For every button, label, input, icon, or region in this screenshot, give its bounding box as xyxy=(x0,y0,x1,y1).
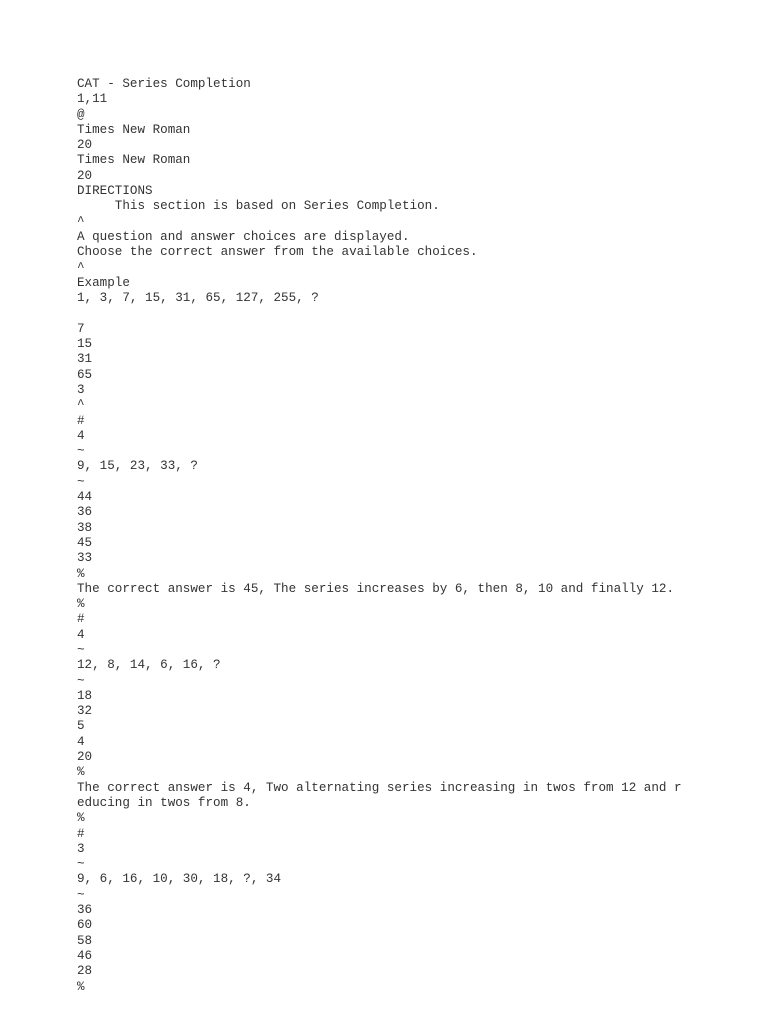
text-line: Times New Roman xyxy=(77,122,191,137)
text-line: 44 xyxy=(77,490,93,505)
text-line: @ xyxy=(77,107,85,122)
text-line: ^ xyxy=(77,214,85,229)
text-line: % xyxy=(77,811,85,826)
text-line: CAT - Series Completion xyxy=(77,77,251,91)
text-line: This section is based on Series Completion. xyxy=(77,199,440,214)
text-line: 7 xyxy=(77,321,85,336)
text-line: 36 xyxy=(77,505,93,520)
text-line: 45 xyxy=(77,535,93,550)
text-line: Times New Roman xyxy=(77,153,191,168)
text-line: educing in twos from 8. xyxy=(77,795,251,810)
text-line: 60 xyxy=(77,918,93,933)
text-line: 33 xyxy=(77,551,93,566)
text-line: 9, 6, 16, 10, 30, 18, ?, 34 xyxy=(77,872,282,887)
text-line: 3 xyxy=(77,841,85,856)
text-line: 38 xyxy=(77,520,93,535)
text-line: ~ xyxy=(77,857,85,872)
text-line: 4 xyxy=(77,428,85,443)
text-line: DIRECTIONS xyxy=(77,184,153,199)
text-line: ^ xyxy=(77,398,85,413)
text-line: The correct answer is 4, Two alternating series increasing in twos from 12 and r xyxy=(77,780,682,795)
text-line: 3 xyxy=(77,382,85,397)
text-line: % xyxy=(77,597,85,612)
text-line: 28 xyxy=(77,964,93,979)
text-line: Choose the correct answer from the available choices. xyxy=(77,245,478,260)
text-line: 18 xyxy=(77,688,93,703)
text-line: 58 xyxy=(77,933,93,948)
text-line: 1,11 xyxy=(77,92,108,107)
text-line: 9, 15, 23, 33, ? xyxy=(77,459,198,474)
text-line: # xyxy=(77,612,85,627)
text-line: # xyxy=(77,413,85,428)
text-line xyxy=(77,306,682,321)
text-line: 5 xyxy=(77,719,85,734)
document-text xyxy=(77,77,682,995)
text-line: A question and answer choices are displayed. xyxy=(77,229,410,244)
text-line: ~ xyxy=(77,887,85,902)
text-line: 4 xyxy=(77,627,85,642)
text-line: ~ xyxy=(77,642,85,657)
text-line: 32 xyxy=(77,704,93,719)
text-line: % xyxy=(77,765,85,780)
text-line: 36 xyxy=(77,903,93,918)
text-line: 20 xyxy=(77,750,93,765)
text-line: ~ xyxy=(77,474,85,489)
text-line: 20 xyxy=(77,138,93,153)
text-line: 4 xyxy=(77,734,85,749)
text-line: ~ xyxy=(77,444,85,459)
text-line: 1, 3, 7, 15, 31, 65, 127, 255, ? xyxy=(77,291,319,306)
text-line: 12, 8, 14, 6, 16, ? xyxy=(77,658,221,673)
text-line: ^ xyxy=(77,260,85,275)
text-line: Example xyxy=(77,275,130,290)
text-line: % xyxy=(77,566,85,581)
text-line: ~ xyxy=(77,673,85,688)
text-line: 46 xyxy=(77,948,93,963)
text-line: The correct answer is 45, The series increases by 6, then 8, 10 and finally 12. xyxy=(77,581,675,596)
text-line: # xyxy=(77,826,85,841)
text-line: 15 xyxy=(77,337,93,352)
text-line: 31 xyxy=(77,352,93,367)
text-line: % xyxy=(77,979,85,994)
text-line: 65 xyxy=(77,367,93,382)
text-line: 20 xyxy=(77,168,93,183)
